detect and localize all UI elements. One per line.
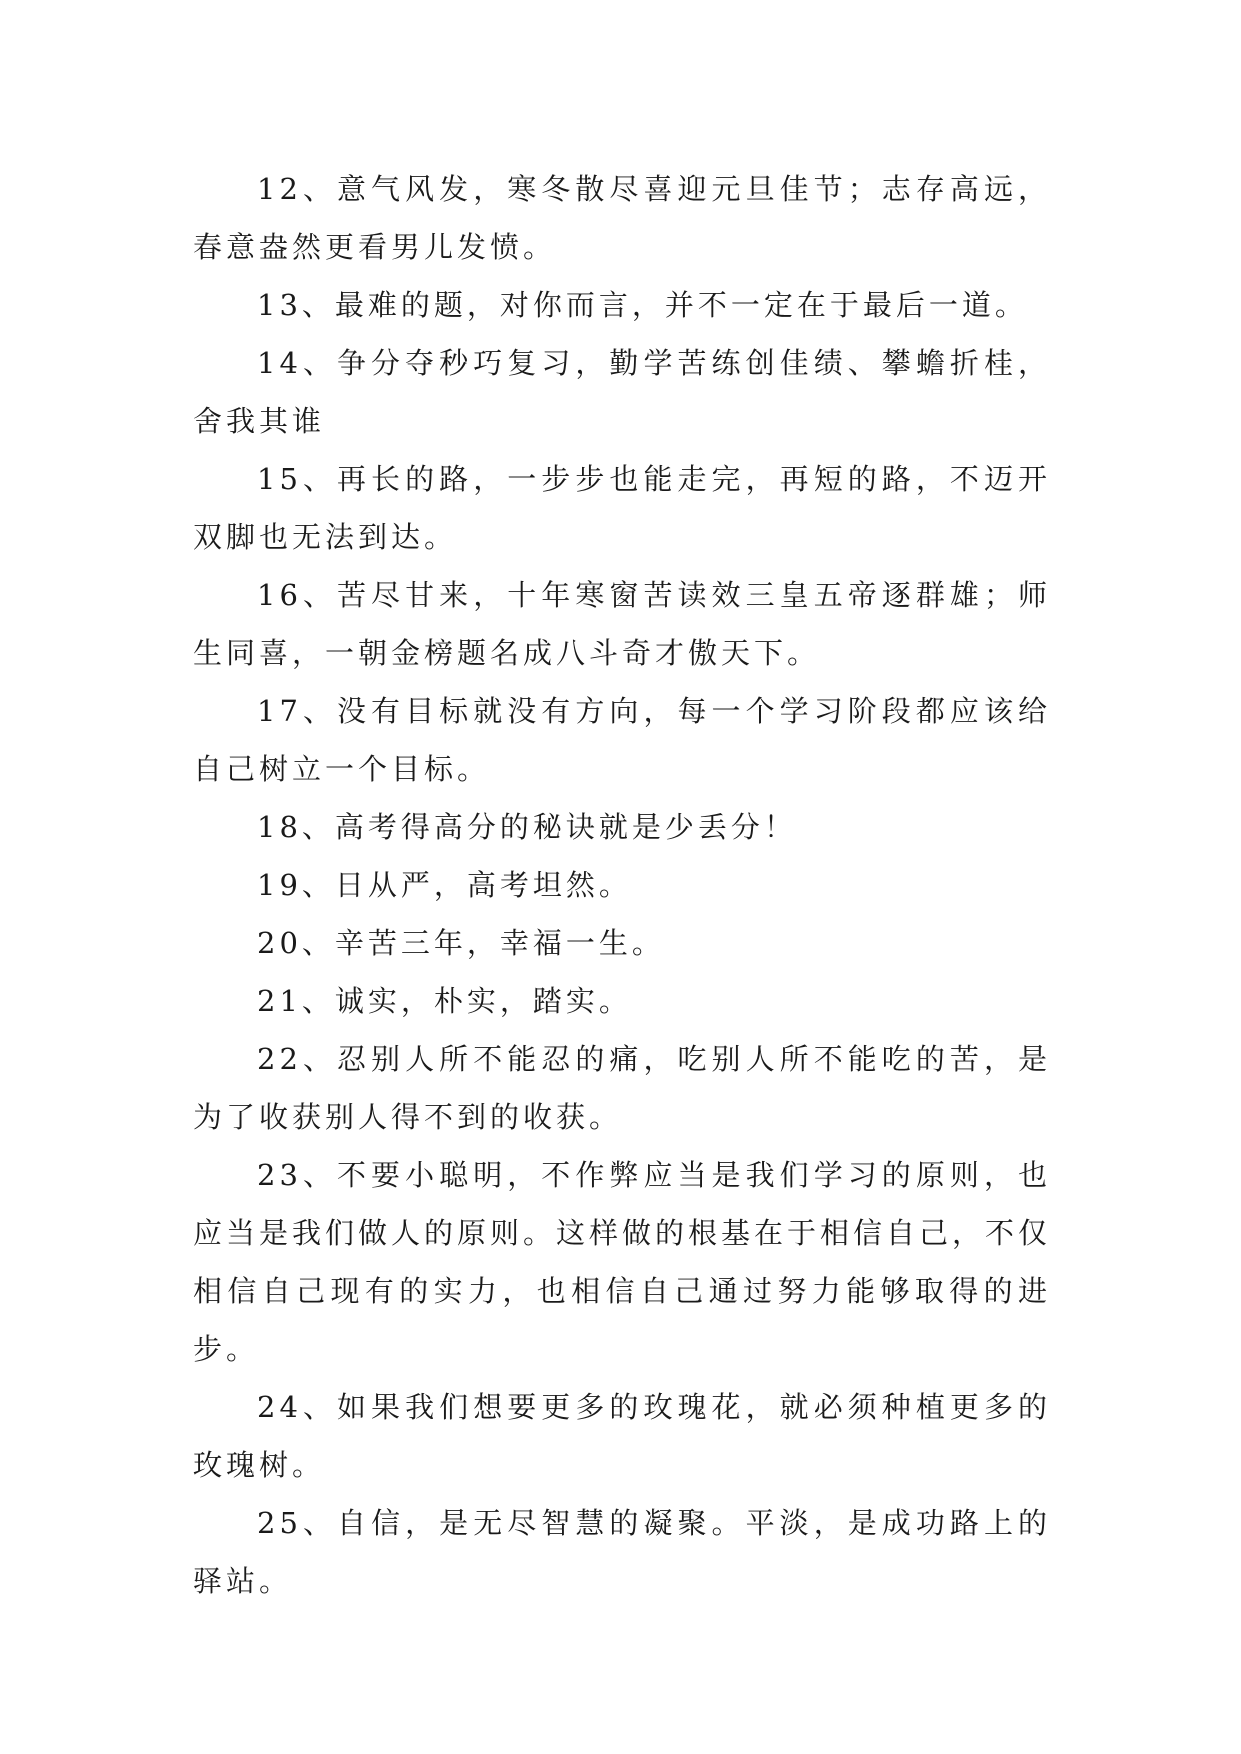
paragraph-21: 21、诚实，朴实，踏实。: [257, 984, 632, 1018]
paragraph-23: 23、不要小聪明，不作弊应当是我们学习的原则，也应当是我们做人的原则。这样做的根基在于相信自己，不仅相信自己现有的实力，也相信自己通过努力能够取得的进步。: [193, 1158, 1052, 1366]
paragraph-19: 19、日从严，高考坦然。: [257, 868, 632, 902]
paragraph-13: 13、最难的题，对你而言，并不一定在于最后一道。: [257, 288, 1028, 322]
paragraph-25: 25、自信，是无尽智慧的凝聚。平淡，是成功路上的驿站。: [193, 1506, 1051, 1598]
paragraph-14: 14、争分夺秒巧复习，勤学苦练创佳绩、攀蟾折桂，舍我其谁: [193, 346, 1051, 438]
paragraph-17: 17、没有目标就没有方向，每一个学习阶段都应该给自己树立一个目标。: [193, 694, 1051, 786]
paragraph-16: 16、苦尽甘来，十年寒窗苦读效三皇五帝逐群雄；师生同喜，一朝金榜题名成八斗奇才傲天下。: [193, 578, 1051, 670]
paragraph-18: 18、高考得高分的秘诀就是少丢分！: [257, 810, 797, 844]
document-body: [193, 160, 1051, 1610]
paragraph-12: 12、意气风发，寒冬散尽喜迎元旦佳节；志存高远，春意盎然更看男儿发愤。: [193, 172, 1051, 264]
paragraph-22: 22、忍别人所不能忍的痛，吃别人所不能吃的苦，是为了收获别人得不到的收获。: [193, 1042, 1051, 1134]
paragraph-24: 24、如果我们想要更多的玫瑰花，就必须种植更多的玫瑰树。: [193, 1390, 1051, 1482]
paragraph-20: 20、辛苦三年，幸福一生。: [257, 926, 665, 960]
paragraph-15: 15、再长的路，一步步也能走完，再短的路，不迈开双脚也无法到达。: [193, 462, 1051, 554]
